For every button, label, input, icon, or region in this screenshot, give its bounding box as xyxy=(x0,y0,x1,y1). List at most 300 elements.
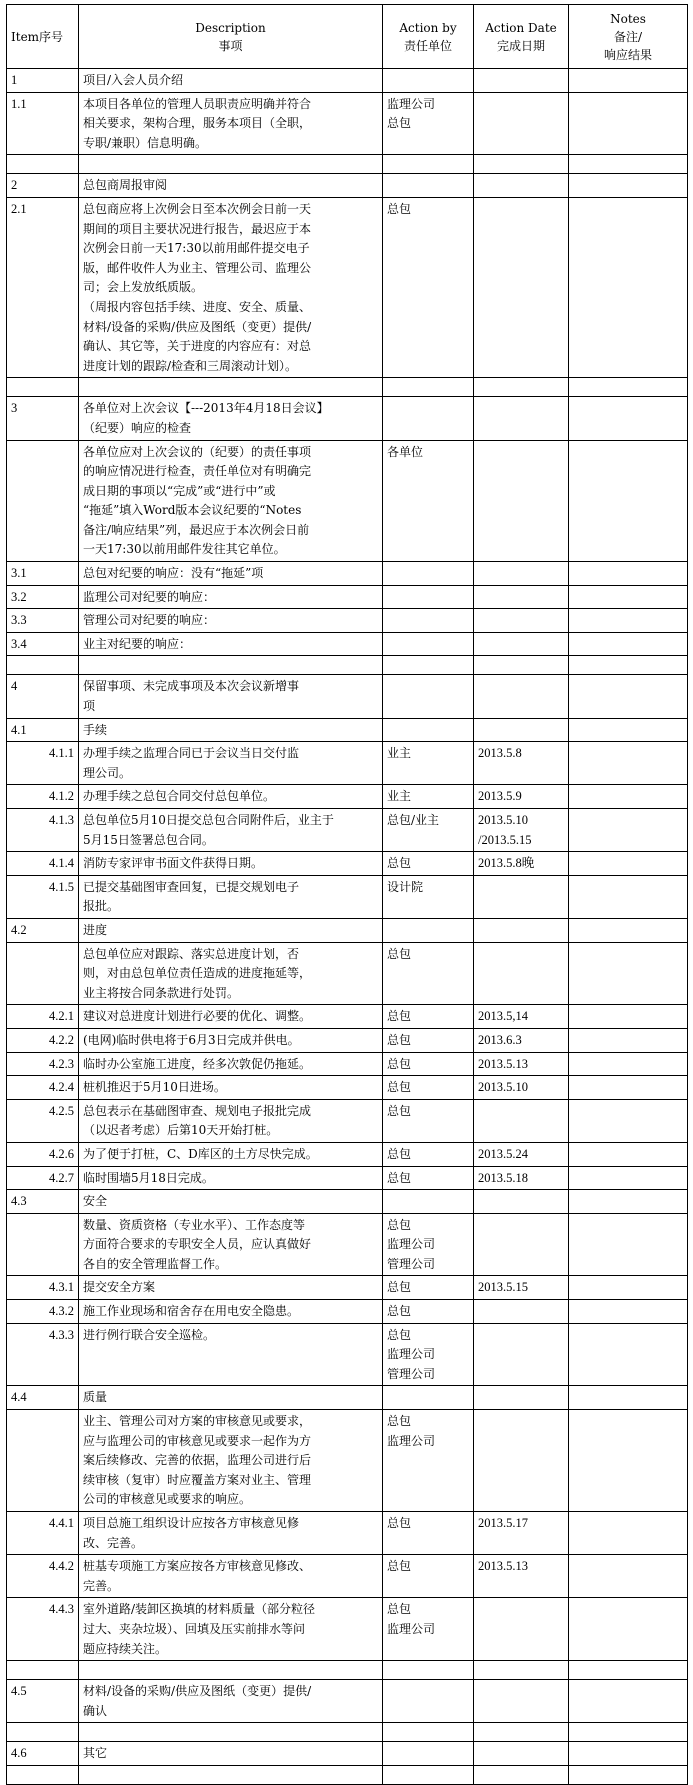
action-by-cell xyxy=(383,1213,474,1276)
table-row xyxy=(7,1323,688,1386)
description-cell xyxy=(79,562,383,586)
action-date-cell xyxy=(474,1076,569,1100)
action-by-cell-line: 总包 xyxy=(387,1170,412,1185)
description-cell-line: 专职/兼职）信息明确。 xyxy=(83,135,208,150)
description-cell xyxy=(79,69,383,93)
action-by-cell xyxy=(383,585,474,609)
action-date-cell xyxy=(474,1661,569,1680)
item-number: 4.2.1 xyxy=(7,1005,79,1029)
header-date-en: Action Date xyxy=(485,21,557,35)
header-action-by xyxy=(383,5,474,69)
description-cell xyxy=(79,785,383,809)
item-number: 4.6 xyxy=(7,1742,79,1766)
action-date-cell xyxy=(474,852,569,876)
action-by-cell-line: 总包 xyxy=(387,1103,412,1118)
table-row xyxy=(7,378,688,397)
notes-cell xyxy=(569,1076,688,1100)
header-description-en: Description xyxy=(195,21,266,35)
action-by-cell-line: 设计院 xyxy=(387,879,424,894)
action-date-cell xyxy=(474,197,569,377)
notes-cell xyxy=(569,440,688,562)
description-cell-line: 备注/响应结果”列，最迟应于本次例会日前 xyxy=(83,522,310,537)
description-cell xyxy=(79,742,383,785)
action-by-cell xyxy=(383,942,474,1005)
item-number: 4.3.1 xyxy=(7,1276,79,1300)
notes-cell xyxy=(569,942,688,1005)
notes-cell xyxy=(569,69,688,93)
action-by-cell xyxy=(383,1386,474,1410)
table-row xyxy=(7,742,688,785)
description-cell-line: 总包商周报审阅 xyxy=(83,178,168,193)
description-cell xyxy=(79,397,383,440)
action-date-cell xyxy=(474,1099,569,1142)
item-number: 1.1 xyxy=(7,92,79,155)
notes-cell xyxy=(569,1142,688,1166)
notes-cell xyxy=(569,918,688,942)
table-row xyxy=(7,1598,688,1661)
action-by-cell-line: 总包 xyxy=(387,116,412,131)
action-date-cell xyxy=(474,1765,569,1784)
description-cell xyxy=(79,609,383,633)
header-description-cn: 事项 xyxy=(218,39,243,53)
description-cell xyxy=(79,942,383,1005)
action-by-cell-line: 总包 xyxy=(387,201,412,216)
action-by-cell xyxy=(383,875,474,918)
action-date-cell xyxy=(474,92,569,155)
action-by-cell xyxy=(383,1512,474,1555)
action-by-cell-line: 总包 xyxy=(387,1602,412,1617)
action-date-cell xyxy=(474,1028,569,1052)
notes-cell xyxy=(569,809,688,852)
action-by-cell-line: 业主 xyxy=(387,789,412,804)
action-by-cell xyxy=(383,1052,474,1076)
description-cell-line: 进行例行联合安全巡检。 xyxy=(83,1327,216,1342)
description-cell xyxy=(79,1410,383,1512)
action-date-cell-line: 2013.5,14 xyxy=(478,1009,528,1024)
header-description xyxy=(79,5,383,69)
action-by-cell xyxy=(383,440,474,562)
description-cell-line: 相关要求，架构合理，服务本项目（全职， xyxy=(83,116,312,131)
header-notes-cn1: 备注/ xyxy=(613,30,643,44)
action-by-cell xyxy=(383,785,474,809)
header-notes-cn2: 响应结果 xyxy=(603,48,652,62)
description-cell xyxy=(79,1742,383,1766)
action-date-cell-line: 2013.5.24 xyxy=(478,1146,528,1161)
action-by-cell xyxy=(383,174,474,198)
notes-cell xyxy=(569,378,688,397)
table-row xyxy=(7,440,688,562)
description-cell-line: 次例会日前一天17:30以前用邮件提交电子 xyxy=(83,241,310,256)
table-row xyxy=(7,1142,688,1166)
description-cell xyxy=(79,1661,383,1680)
action-by-cell xyxy=(383,1555,474,1598)
header-notes xyxy=(569,5,688,69)
description-cell xyxy=(79,1190,383,1214)
item-number: 4.1.2 xyxy=(7,785,79,809)
description-cell-line: 续审核（复审）时应覆盖方案对业主、管理 xyxy=(83,1472,312,1487)
table-row xyxy=(7,1005,688,1029)
action-date-cell-line: 2013.5.10 xyxy=(478,1080,528,1095)
description-cell xyxy=(79,1028,383,1052)
description-cell-line: 各单位对上次会议【---2013年4月18日会议】 xyxy=(83,401,329,416)
description-cell-line: 总包商应将上次例会日至本次例会日前一天 xyxy=(83,201,312,216)
description-cell-line: 业主、管理公司对方案的审核意见或要求， xyxy=(83,1414,312,1429)
description-cell-line: 施工作业现场和宿舍存在用电安全隐患。 xyxy=(83,1304,300,1319)
action-by-cell-line: 监理公司 xyxy=(387,96,436,111)
description-cell-line: 公司的审核意见或要求的响应。 xyxy=(83,1492,252,1507)
table-row xyxy=(7,92,688,155)
item-number: 4.1.1 xyxy=(7,742,79,785)
description-cell xyxy=(79,1099,383,1142)
description-cell-line: 的响应情况进行检查，责任单位对有明确完 xyxy=(83,464,312,479)
description-cell xyxy=(79,1052,383,1076)
description-cell xyxy=(79,1512,383,1555)
description-cell xyxy=(79,1323,383,1386)
action-date-cell xyxy=(474,1323,569,1386)
description-cell-line: 提交安全方案 xyxy=(83,1280,156,1295)
table-row xyxy=(7,1300,688,1324)
notes-cell xyxy=(569,1005,688,1029)
table-row xyxy=(7,1555,688,1598)
action-date-cell-line: 2013.5.10 xyxy=(478,813,528,827)
description-cell xyxy=(79,1723,383,1742)
notes-cell xyxy=(569,1512,688,1555)
item-number: 4.5 xyxy=(7,1680,79,1723)
description-cell-line: 消防专家评审书面文件获得日期。 xyxy=(83,856,264,871)
action-date-cell xyxy=(474,562,569,586)
action-by-cell-line: 总包 xyxy=(387,1327,412,1342)
description-cell-line: 总包表示在基础图审查、规划电子报批完成 xyxy=(83,1103,312,1118)
item-number xyxy=(7,440,79,562)
description-cell xyxy=(79,918,383,942)
notes-cell xyxy=(569,675,688,718)
item-number: 4.4.1 xyxy=(7,1512,79,1555)
action-date-cell xyxy=(474,1555,569,1598)
action-date-cell xyxy=(474,785,569,809)
action-date-cell-line: 2013.5.13 xyxy=(478,1056,528,1071)
action-date-cell xyxy=(474,440,569,562)
description-cell-line: “拖延”填入Word版本会议纪要的“Notes xyxy=(83,503,302,518)
table-row xyxy=(7,1190,688,1214)
item-number: 3.2 xyxy=(7,585,79,609)
action-by-cell xyxy=(383,718,474,742)
header-item: Item序号 xyxy=(7,5,79,69)
description-cell-line: 材料/设备的采购/供应及图纸（变更）提供/ xyxy=(83,1684,312,1699)
description-cell-line: 一天17:30以前用邮件发往其它单位。 xyxy=(83,542,286,557)
action-by-cell xyxy=(383,675,474,718)
action-date-cell xyxy=(474,1410,569,1512)
table-row xyxy=(7,852,688,876)
description-cell xyxy=(79,875,383,918)
action-by-cell-line: 总包 xyxy=(387,1217,412,1232)
description-cell xyxy=(79,1166,383,1190)
action-by-cell-line: 管理公司 xyxy=(387,1366,436,1381)
action-date-cell-line: 2013.5.18 xyxy=(478,1170,528,1185)
header-row xyxy=(7,5,688,69)
action-by-cell-line: 总包 xyxy=(387,1056,412,1071)
description-cell-line: 案后续修改、完善的依据，监理公司进行后 xyxy=(83,1453,312,1468)
item-number: 4.1.3 xyxy=(7,809,79,852)
table-row xyxy=(7,718,688,742)
description-cell-line: 桩基专项施工方案应按各方审核意见修改、 xyxy=(83,1559,312,1574)
description-cell xyxy=(79,1142,383,1166)
action-date-cell xyxy=(474,1598,569,1661)
notes-cell xyxy=(569,1190,688,1214)
description-cell-line: 总包单位5月10日提交总包合同附件后，业主于 xyxy=(83,813,334,827)
table-row xyxy=(7,585,688,609)
description-cell xyxy=(79,155,383,174)
action-by-cell-line: 总包 xyxy=(387,1414,412,1429)
notes-cell xyxy=(569,718,688,742)
action-by-cell xyxy=(383,656,474,675)
notes-cell xyxy=(569,1213,688,1276)
action-by-cell xyxy=(383,92,474,155)
action-date-cell xyxy=(474,632,569,656)
description-cell-line: 各自的安全管理监督工作。 xyxy=(83,1256,228,1271)
item-number xyxy=(7,1410,79,1512)
description-cell xyxy=(79,92,383,155)
notes-cell xyxy=(569,1555,688,1598)
action-by-cell xyxy=(383,1323,474,1386)
table-row xyxy=(7,785,688,809)
item-number xyxy=(7,656,79,675)
item-number: 2 xyxy=(7,174,79,198)
notes-cell xyxy=(569,1323,688,1386)
item-number: 4.4.2 xyxy=(7,1555,79,1598)
action-date-cell xyxy=(474,155,569,174)
notes-cell xyxy=(569,562,688,586)
action-by-cell-line: 总包 xyxy=(387,1280,412,1295)
notes-cell xyxy=(569,1386,688,1410)
action-by-cell-line: 总包/业主 xyxy=(387,813,440,827)
action-date-cell-line: 2013.5.8 xyxy=(478,746,522,761)
table-row xyxy=(7,1052,688,1076)
description-cell-line: 各单位应对上次会议的（纪要）的责任事项 xyxy=(83,444,312,459)
description-cell-line: （纪要）响应的检查 xyxy=(83,420,192,435)
description-cell-line: 确认、其它等，关于进度的内容应有：对总 xyxy=(83,339,312,354)
item-number: 4.2.2 xyxy=(7,1028,79,1052)
table-row xyxy=(7,875,688,918)
table-row xyxy=(7,1661,688,1680)
action-date-cell-line: 2013.5.9 xyxy=(478,789,522,804)
description-cell xyxy=(79,1598,383,1661)
action-date-cell xyxy=(474,1276,569,1300)
table-row xyxy=(7,1765,688,1784)
action-by-cell xyxy=(383,918,474,942)
table-row xyxy=(7,1512,688,1555)
table-row xyxy=(7,942,688,1005)
action-by-cell xyxy=(383,1661,474,1680)
table-row xyxy=(7,1076,688,1100)
table-row xyxy=(7,397,688,440)
action-by-cell-line: 总包 xyxy=(387,1009,412,1024)
description-cell-line: 业主将按合同条款进行处罚。 xyxy=(83,985,240,1000)
action-by-cell-line: 各单位 xyxy=(387,444,424,459)
action-date-cell xyxy=(474,397,569,440)
notes-cell xyxy=(569,1166,688,1190)
item-number: 4.3 xyxy=(7,1190,79,1214)
description-cell-line: (电网)临时供电将于6月3日完成并供电。 xyxy=(83,1032,300,1047)
notes-cell xyxy=(569,397,688,440)
description-cell-line: 办理手续之总包合同交付总包单位。 xyxy=(83,789,276,804)
action-by-cell xyxy=(383,1276,474,1300)
action-date-cell xyxy=(474,918,569,942)
table-row xyxy=(7,1213,688,1276)
notes-cell xyxy=(569,1661,688,1680)
action-by-cell xyxy=(383,632,474,656)
description-cell-line: 项 xyxy=(83,699,96,714)
action-date-cell xyxy=(474,174,569,198)
description-cell xyxy=(79,1076,383,1100)
table-row xyxy=(7,656,688,675)
table-row xyxy=(7,562,688,586)
action-date-cell xyxy=(474,609,569,633)
item-number: 4.4 xyxy=(7,1386,79,1410)
description-cell xyxy=(79,174,383,198)
item-number xyxy=(7,1213,79,1276)
description-cell xyxy=(79,656,383,675)
item-number: 4.2.4 xyxy=(7,1076,79,1100)
notes-cell xyxy=(569,632,688,656)
table-row xyxy=(7,1410,688,1512)
description-cell xyxy=(79,1276,383,1300)
action-by-cell xyxy=(383,1680,474,1723)
action-date-cell xyxy=(474,742,569,785)
item-number: 4.3.3 xyxy=(7,1323,79,1386)
description-cell-line: 桩机推迟于5月10日进场。 xyxy=(83,1080,226,1095)
meeting-minutes-table xyxy=(6,4,688,1785)
description-cell-line: 进度计划的跟踪/检查和三周滚动计划）。 xyxy=(83,358,298,373)
description-cell-line: 进度 xyxy=(83,922,108,937)
action-date-cell-line: 2013.6.3 xyxy=(478,1032,522,1047)
description-cell xyxy=(79,440,383,562)
action-by-cell-line: 总包 xyxy=(387,1559,412,1574)
description-cell-line: 项目总施工组织设计应按各方审核意见修 xyxy=(83,1516,300,1530)
action-by-cell-line: 总包 xyxy=(387,1516,412,1530)
notes-cell xyxy=(569,742,688,785)
description-cell xyxy=(79,585,383,609)
description-cell-line: 过大、夹杂垃圾）、回填及压实前排水等问 xyxy=(83,1621,306,1636)
description-cell-line: 理公司。 xyxy=(83,765,132,780)
description-cell-line: （周报内容包括手续、进度、安全、质量、 xyxy=(83,299,312,314)
action-by-cell xyxy=(383,1166,474,1190)
item-number: 3 xyxy=(7,397,79,440)
item-number: 3.3 xyxy=(7,609,79,633)
notes-cell xyxy=(569,1742,688,1766)
description-cell-line: 业主对纪要的响应： xyxy=(83,636,192,651)
item-number xyxy=(7,1765,79,1784)
item-number xyxy=(7,1723,79,1742)
action-by-cell-line: 业主 xyxy=(387,746,412,761)
header-notes-en: Notes xyxy=(610,12,646,26)
item-number: 3.4 xyxy=(7,632,79,656)
table-row xyxy=(7,1276,688,1300)
notes-cell xyxy=(569,852,688,876)
header-date-cn: 完成日期 xyxy=(496,39,545,53)
action-by-cell xyxy=(383,609,474,633)
description-cell-line: 本项目各单位的管理人员职责应明确并符合 xyxy=(83,96,312,111)
action-by-cell-line: 监理公司 xyxy=(387,1433,436,1448)
action-date-cell xyxy=(474,656,569,675)
description-cell-line: 完善。 xyxy=(83,1578,120,1593)
description-cell-line: 其它 xyxy=(83,1746,108,1761)
action-by-cell xyxy=(383,197,474,377)
action-date-cell xyxy=(474,809,569,852)
notes-cell xyxy=(569,1052,688,1076)
description-cell-line: 保留事项、未完成事项及本次会议新增事 xyxy=(83,679,300,694)
notes-cell xyxy=(569,875,688,918)
item-number: 2.1 xyxy=(7,197,79,377)
action-date-cell xyxy=(474,1142,569,1166)
table-row xyxy=(7,197,688,377)
action-by-cell xyxy=(383,397,474,440)
action-by-cell xyxy=(383,1598,474,1661)
action-date-cell xyxy=(474,378,569,397)
description-cell xyxy=(79,1555,383,1598)
action-by-cell xyxy=(383,1723,474,1742)
item-number: 4 xyxy=(7,675,79,718)
item-number: 4.2 xyxy=(7,918,79,942)
notes-cell xyxy=(569,1598,688,1661)
description-cell xyxy=(79,632,383,656)
table-row xyxy=(7,1723,688,1742)
table-row xyxy=(7,918,688,942)
table-row xyxy=(7,1166,688,1190)
table-row xyxy=(7,69,688,93)
description-cell xyxy=(79,852,383,876)
action-date-cell xyxy=(474,718,569,742)
description-cell-line: 临时围墙5月18日完成。 xyxy=(83,1170,214,1185)
description-cell-line: 5月15日签署总包合同。 xyxy=(83,832,214,847)
notes-cell xyxy=(569,1276,688,1300)
action-date-cell xyxy=(474,1190,569,1214)
item-number: 4.2.6 xyxy=(7,1142,79,1166)
action-date-cell xyxy=(474,1166,569,1190)
notes-cell xyxy=(569,1680,688,1723)
description-cell-line: 应与监理公司的审核意见或要求一起作为方 xyxy=(83,1433,312,1448)
description-cell xyxy=(79,197,383,377)
action-by-cell-line: 总包 xyxy=(387,946,412,961)
table-row xyxy=(7,609,688,633)
description-cell-line: 总包对纪要的响应：没有“拖延”项 xyxy=(83,566,264,581)
action-by-cell xyxy=(383,1300,474,1324)
description-cell xyxy=(79,1680,383,1723)
action-date-cell-line: 2013.5.15 xyxy=(478,1280,528,1295)
action-date-cell-line: /2013.5.15 xyxy=(478,832,532,847)
description-cell-line: 质量 xyxy=(83,1390,108,1405)
item-number: 4.1.5 xyxy=(7,875,79,918)
action-by-cell-line: 总包 xyxy=(387,1080,412,1095)
action-date-cell xyxy=(474,675,569,718)
notes-cell xyxy=(569,1099,688,1142)
item-number xyxy=(7,942,79,1005)
description-cell-line: 总包单位应对跟踪、落实总进度计划，否 xyxy=(83,946,300,961)
description-cell-line: 室外道路/装卸区换填的材料质量（部分粒径 xyxy=(83,1602,316,1617)
action-date-cell-line: 2013.5.8晚 xyxy=(478,856,535,871)
description-cell-line: 安全 xyxy=(83,1194,108,1209)
action-by-cell-line: 监理公司 xyxy=(387,1621,436,1636)
action-date-cell-line: 2013.5.17 xyxy=(478,1516,528,1530)
notes-cell xyxy=(569,197,688,377)
description-cell-line: 为了便于打桩，C、D库区的土方尽快完成。 xyxy=(83,1146,318,1161)
item-number: 4.4.3 xyxy=(7,1598,79,1661)
item-number xyxy=(7,378,79,397)
description-cell-line: 报批。 xyxy=(83,899,120,914)
description-cell-line: 司；会上发放纸质版。 xyxy=(83,280,204,295)
item-number: 4.2.3 xyxy=(7,1052,79,1076)
action-by-cell-line: 监理公司 xyxy=(387,1237,436,1252)
item-number: 4.3.2 xyxy=(7,1300,79,1324)
